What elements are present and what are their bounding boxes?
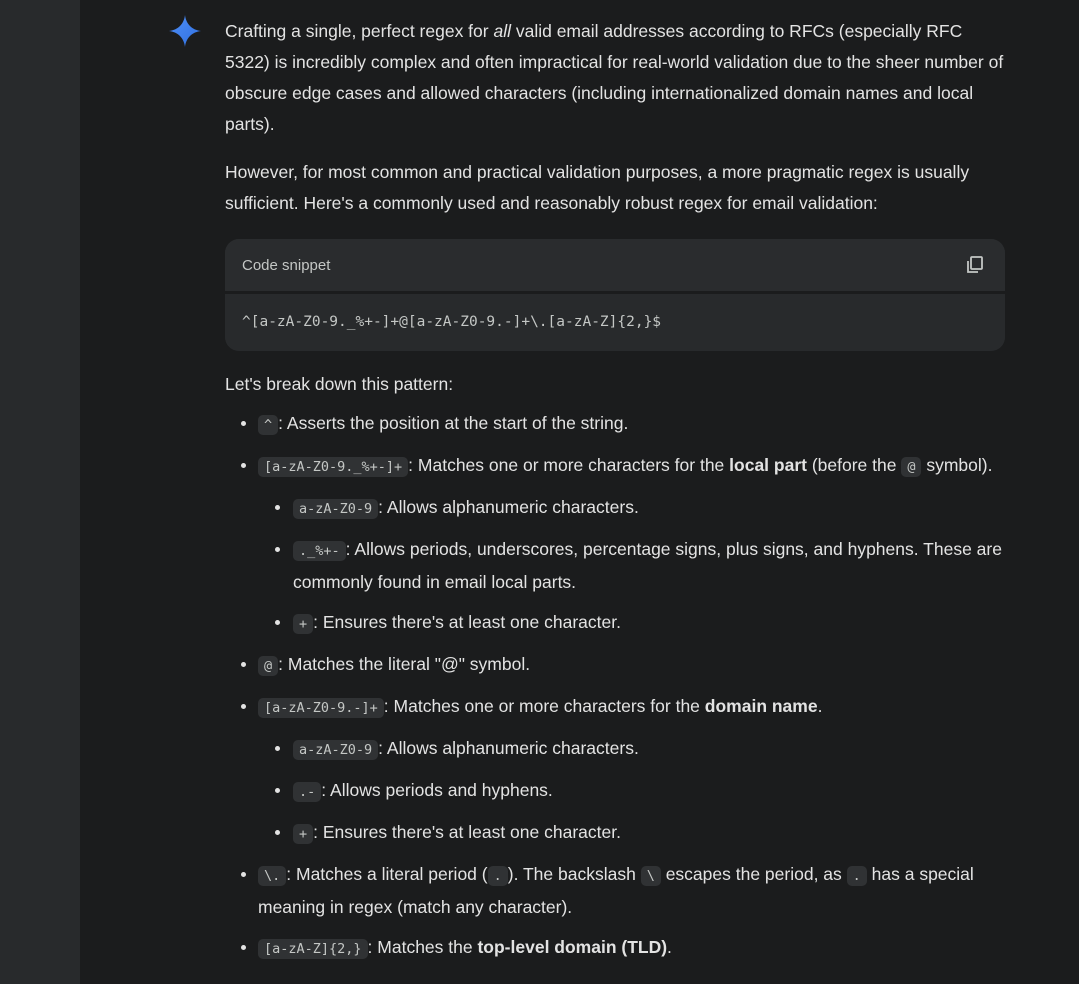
breakdown-intro: Let's break down this pattern: — [225, 374, 454, 394]
list-item: + : Ensures there's at least one character. — [258, 607, 1005, 640]
breakdown-list — [225, 408, 1005, 965]
response-paragraph-2: However, for most common and practical validation purposes, a more pragmatic regex is usually sufficient. Here's a commonly used and reasonably robust regex for email validation: — [225, 162, 970, 213]
list-item: a-zA-Z0-9 : Allows alphanumeric characters. — [258, 733, 1005, 766]
regex-code: ^[a-zA-Z0-9._%+-]+@[a-zA-Z0-9.-]+\.[a-zA-Z]{2,}$ — [242, 314, 662, 330]
response-content — [225, 16, 1005, 974]
copy-code-button[interactable] — [962, 252, 988, 278]
list-item-domain: [a-zA-Z0-9.-]+ : Matches one or more characters for the domain name. a-zA-Z0-9 : Allows alphanumeric characters. .- : Allows periods and hyphens. + : Ensures there's at least one character. — [225, 691, 1005, 850]
list-item: a-zA-Z0-9 : Allows alphanumeric characters. — [258, 492, 1005, 525]
sidebar — [0, 0, 80, 984]
local-part-sublist — [258, 492, 1005, 640]
sparkle-icon — [168, 14, 202, 48]
list-item: ._%+- : Allows periods, underscores, percentage signs, plus signs, and hyphens. These are commonly found in email local parts. — [258, 534, 1005, 598]
domain-sublist — [258, 733, 1005, 850]
response-paragraph-1: Crafting a single, perfect regex for all valid email addresses according to RFCs (especially RFC 5322) is incredibly complex and often impractical for real-world validation due to the sheer number of obscure edge cases and allowed characters (including internationalized domain names and local parts). — [225, 21, 1004, 134]
code-snippet — [225, 239, 1005, 351]
emphasis: all — [493, 21, 511, 41]
list-item-caret: ^ : Asserts the position at the start of the string. — [225, 408, 1005, 441]
list-item-tld: [a-zA-Z]{2,} : Matches the top-level domain (TLD). — [225, 932, 1005, 965]
list-item-local-part: [a-zA-Z0-9._%+-]+ : Matches one or more characters for the local part (before the @ symbol). a-zA-Z0-9 : Allows alphanumeric characters. ._%+- : Allows periods, underscores, percentage signs, plus signs, and hyphens. These are commonly found in email local parts. + : Ensures there's at least one character. — [225, 450, 1005, 640]
list-item: .- : Allows periods and hyphens. — [258, 775, 1005, 808]
list-item-at: @ : Matches the literal "@" symbol. — [225, 649, 1005, 682]
code-snippet-title: Code snippet — [242, 256, 331, 274]
code-snippet-body — [225, 294, 1005, 351]
list-item: + : Ensures there's at least one character. — [258, 817, 1005, 850]
list-item-dot: \. : Matches a literal period ( . ). The backslash \ escapes the period, as . has a special meaning in regex (match any character). — [225, 859, 1005, 923]
code-snippet-header — [225, 239, 1005, 294]
copy-icon — [965, 255, 985, 275]
